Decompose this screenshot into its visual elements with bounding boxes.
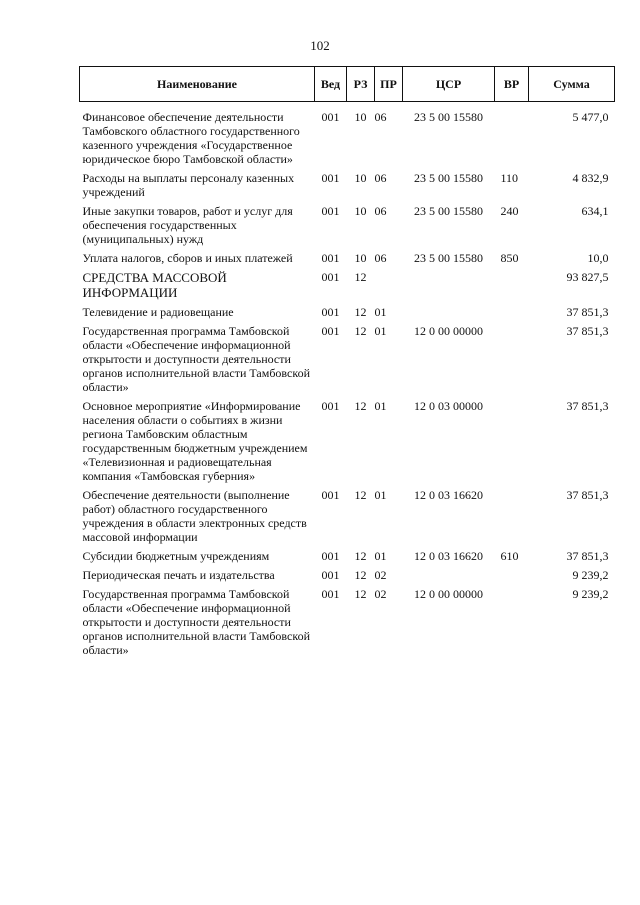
row-sum: 37 851,3	[566, 324, 609, 338]
row-ved: 001	[321, 110, 340, 124]
row-ved: 001	[321, 549, 340, 563]
row-vr	[495, 587, 529, 662]
row-sum: 9 239,2	[572, 587, 609, 601]
row-name: Финансовое обеспечение деятельности Тамбовского областного государственного казенного учреждения «Государственное юридическое бюро Тамбовской области»	[82, 110, 300, 166]
row-csr	[403, 305, 495, 324]
row-name: Государственная программа Тамбовской области «Обеспечение информационной открытости и доступности деятельности органов исполнительной власти Тамбовской области»	[82, 324, 310, 394]
row-ved: 001	[321, 324, 340, 338]
row-rz: 12	[354, 568, 367, 582]
row-pr	[375, 270, 403, 305]
row-sum: 634,1	[581, 204, 609, 218]
row-csr	[403, 568, 495, 587]
row-sum: 10,0	[587, 251, 609, 265]
row-name: Основное мероприятие «Информирование населения области о событиях в жизни региона Тамбовским областным государственным бюджетным учреждением «Телевизионная и радиовещательная компания «Тамбовская губерния»	[82, 399, 308, 483]
row-rz: 12	[354, 270, 367, 284]
row-sum: 37 851,3	[566, 399, 609, 413]
row-sum: 37 851,3	[566, 305, 609, 319]
row-rz: 10	[354, 204, 367, 218]
row-pr: 01	[374, 305, 387, 319]
row-csr: 23 5 00 15580	[414, 204, 483, 218]
row-rz: 10	[354, 171, 367, 185]
table-row	[80, 587, 615, 662]
row-pr: 02	[374, 587, 387, 601]
row-rz: 12	[354, 488, 367, 502]
row-sum: 4 832,9	[572, 171, 609, 185]
row-csr: 23 5 00 15580	[414, 251, 483, 265]
table-row	[80, 549, 615, 568]
table-row	[80, 251, 615, 270]
row-pr: 06	[374, 171, 387, 185]
row-rz: 12	[354, 587, 367, 601]
row-vr	[495, 399, 529, 488]
header-name: Наименование	[80, 67, 315, 102]
row-name: Периодическая печать и издательства	[82, 568, 275, 582]
row-sum: 9 239,2	[572, 568, 609, 582]
header-vr: ВР	[495, 67, 529, 102]
row-rz: 10	[354, 110, 367, 124]
row-rz: 12	[354, 305, 367, 319]
row-sum: 5 477,0	[572, 110, 609, 124]
row-ved: 001	[321, 204, 340, 218]
row-csr: 12 0 03 16620	[414, 488, 483, 502]
table-row	[80, 324, 615, 399]
row-ved: 001	[321, 270, 340, 284]
row-name: Обеспечение деятельности (выполнение работ) областного государственного учреждения в области электронных средств массовой информации	[82, 488, 307, 544]
row-csr: 12 0 03 00000	[414, 399, 483, 413]
table-row	[80, 171, 615, 204]
row-pr: 01	[374, 549, 387, 563]
row-vr	[495, 568, 529, 587]
header-rz: РЗ	[347, 67, 375, 102]
row-name: Субсидии бюджетным учреждениям	[82, 549, 270, 563]
table-row	[80, 305, 615, 324]
header-sum: Сумма	[529, 67, 615, 102]
row-vr	[495, 270, 529, 305]
table-row	[80, 204, 615, 251]
row-csr: 23 5 00 15580	[414, 110, 483, 124]
row-ved: 001	[321, 568, 340, 582]
row-ved: 001	[321, 251, 340, 265]
page-number: 102	[310, 38, 330, 53]
row-csr: 12 0 00 00000	[414, 324, 483, 338]
row-name: Иные закупки товаров, работ и услуг для обеспечения государственных (муниципальных) нужд	[82, 204, 293, 246]
row-ved: 001	[321, 587, 340, 601]
header-csr: ЦСР	[403, 67, 495, 102]
row-vr	[495, 488, 529, 549]
row-vr: 240	[500, 204, 519, 218]
row-pr: 02	[374, 568, 387, 582]
row-csr: 23 5 00 15580	[414, 171, 483, 185]
row-rz: 12	[354, 399, 367, 413]
header-pr: ПР	[375, 67, 403, 102]
row-pr: 06	[374, 251, 387, 265]
row-pr: 01	[374, 324, 387, 338]
row-sum: 37 851,3	[566, 488, 609, 502]
row-ved: 001	[321, 488, 340, 502]
table-row	[80, 102, 615, 172]
row-sum: 93 827,5	[566, 270, 609, 284]
row-name: Расходы на выплаты персоналу казенных учреждений	[82, 171, 295, 199]
row-sum: 37 851,3	[566, 549, 609, 563]
row-ved: 001	[321, 305, 340, 319]
table-row	[80, 270, 615, 305]
row-pr: 01	[374, 488, 387, 502]
row-vr	[495, 305, 529, 324]
table-header-row	[80, 67, 615, 102]
row-pr: 01	[374, 399, 387, 413]
table-row	[80, 488, 615, 549]
budget-table	[79, 66, 615, 662]
row-name: СРЕДСТВА МАССОВОЙ ИНФОРМАЦИИ	[82, 270, 227, 300]
row-csr	[403, 270, 495, 305]
row-rz: 12	[354, 324, 367, 338]
row-name: Уплата налогов, сборов и иных платежей	[82, 251, 293, 265]
header-ved: Вед	[315, 67, 347, 102]
row-vr: 610	[500, 549, 519, 563]
row-vr	[495, 324, 529, 399]
row-vr	[495, 102, 529, 172]
row-vr: 850	[500, 251, 519, 265]
row-rz: 10	[354, 251, 367, 265]
row-pr: 06	[374, 204, 387, 218]
row-ved: 001	[321, 171, 340, 185]
row-name: Телевидение и радиовещание	[82, 305, 234, 319]
row-rz: 12	[354, 549, 367, 563]
table-row	[80, 399, 615, 488]
table-row	[80, 568, 615, 587]
row-name: Государственная программа Тамбовской области «Обеспечение информационной открытости и доступности деятельности органов исполнительной власти Тамбовской области»	[82, 587, 310, 657]
row-vr: 110	[500, 171, 519, 185]
row-csr: 12 0 00 00000	[414, 587, 483, 601]
row-ved: 001	[321, 399, 340, 413]
row-csr: 12 0 03 16620	[414, 549, 483, 563]
row-pr: 06	[374, 110, 387, 124]
